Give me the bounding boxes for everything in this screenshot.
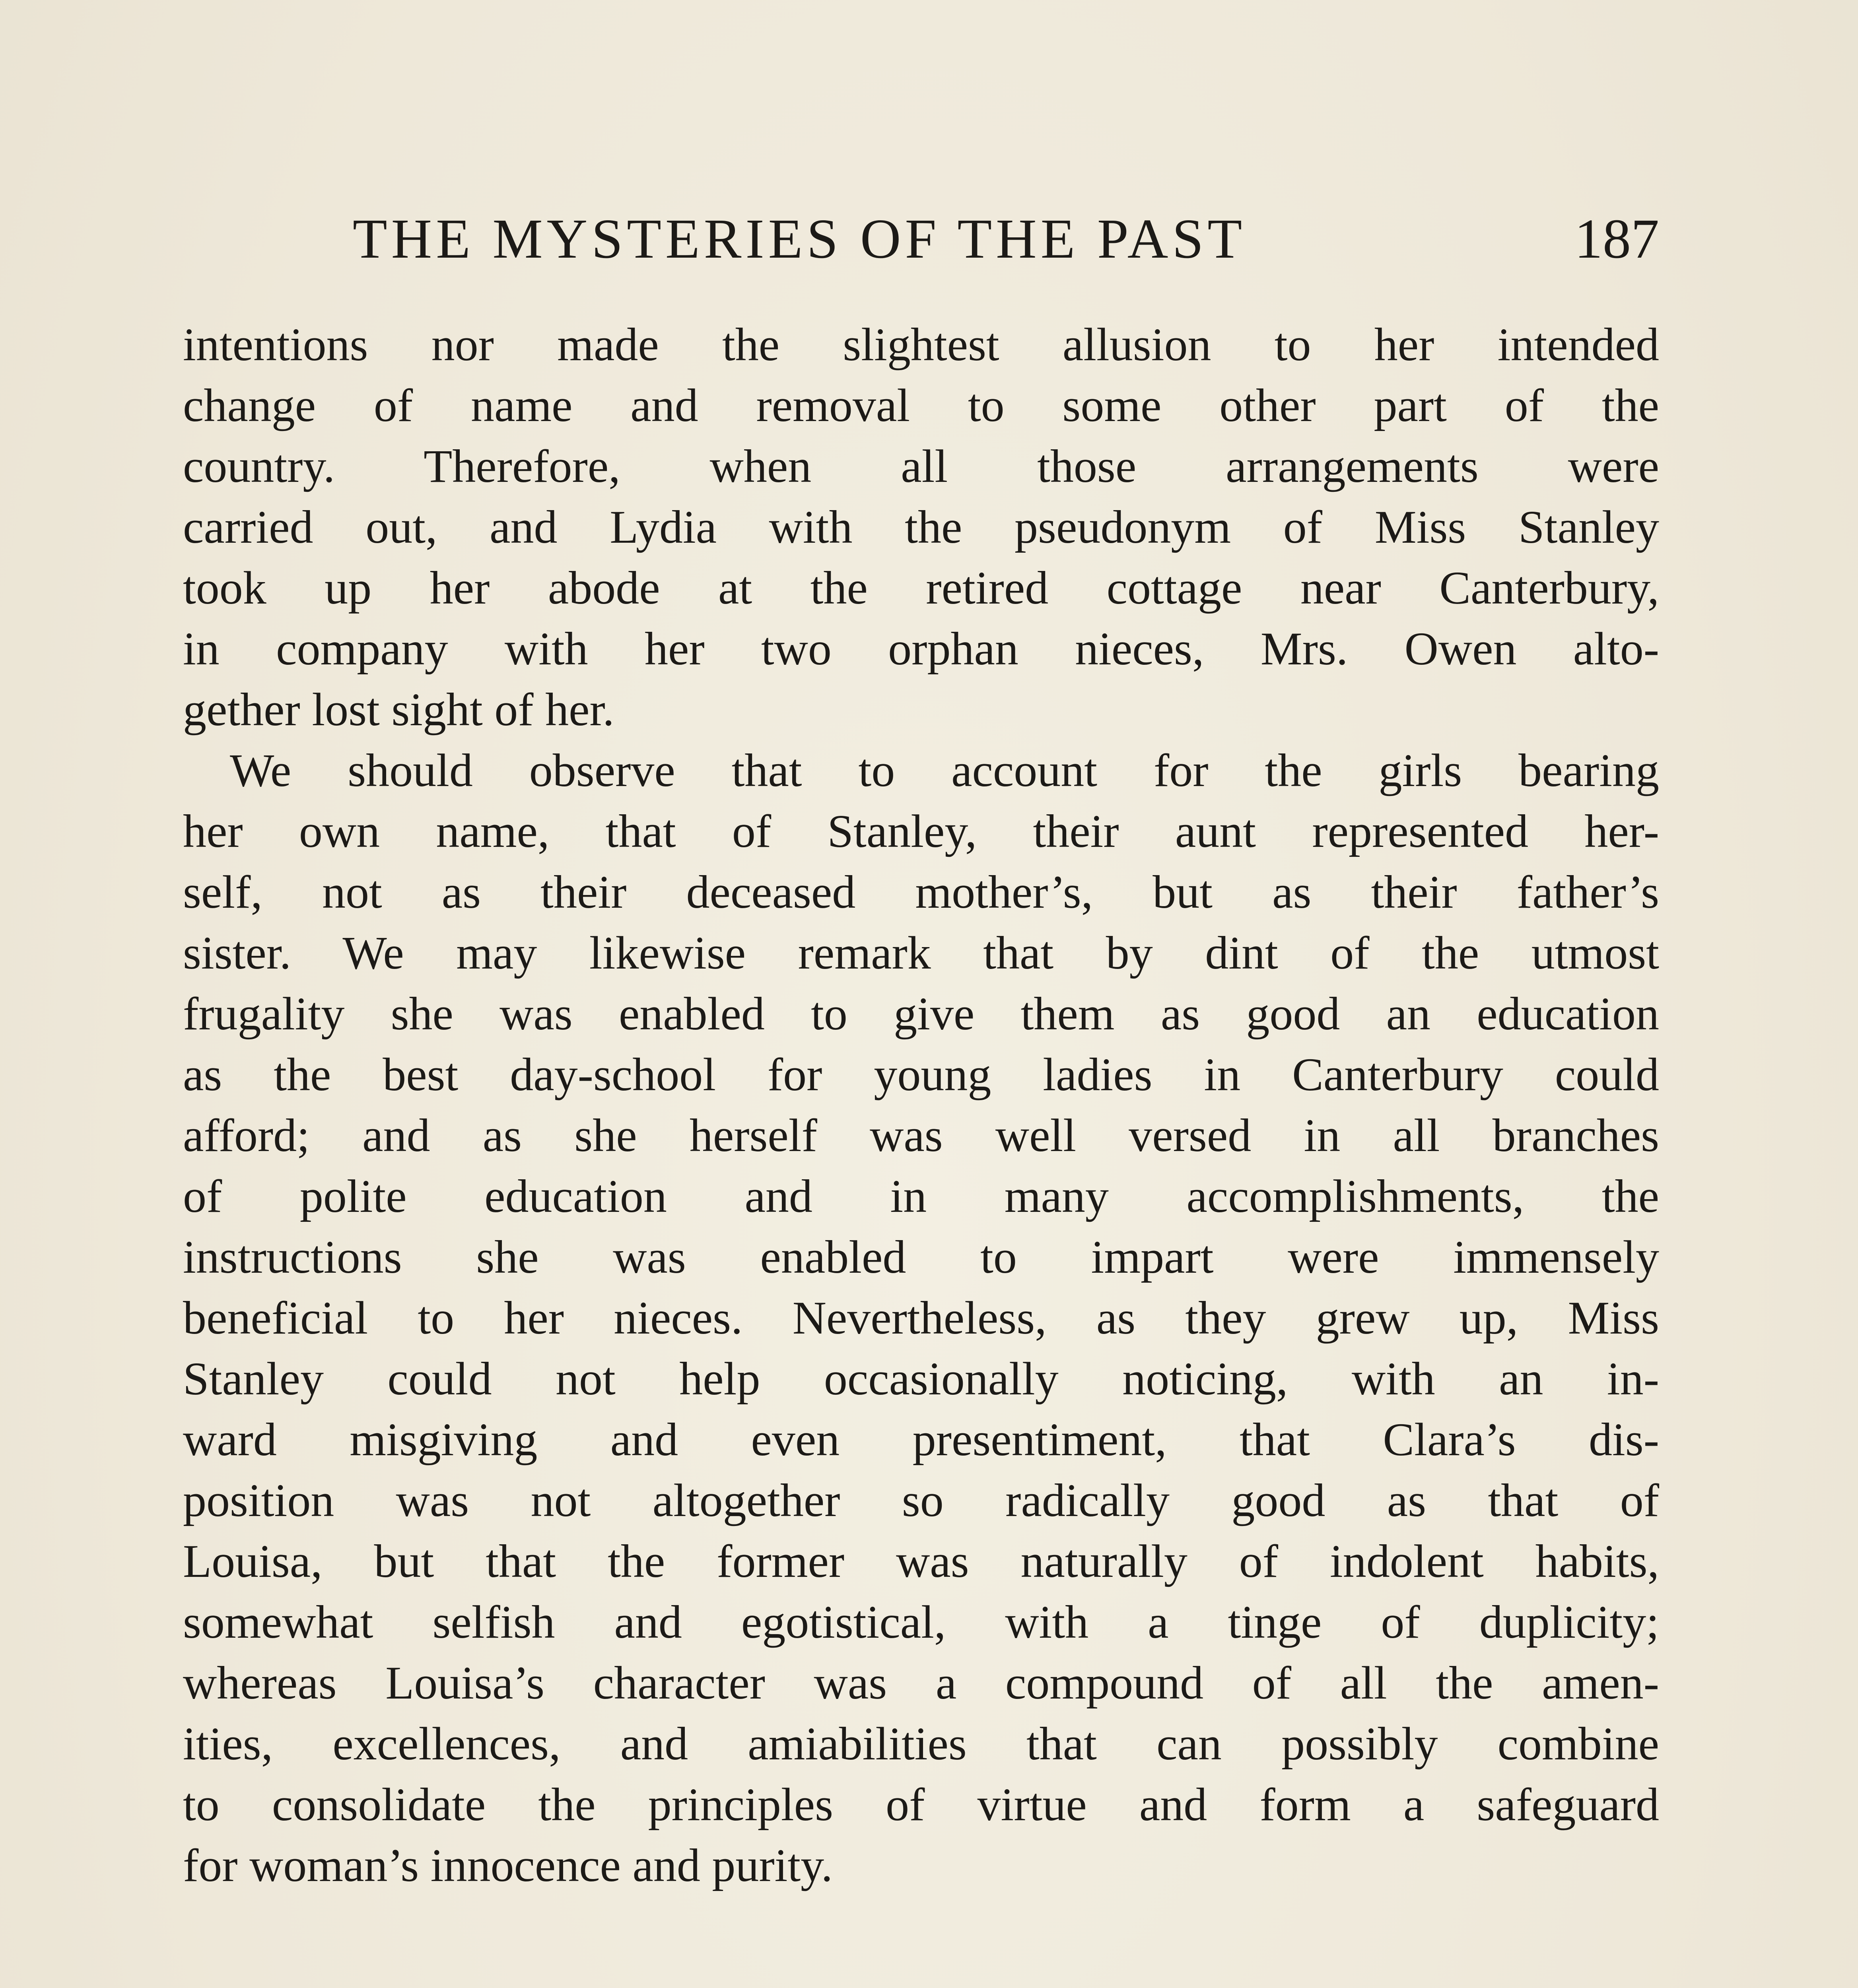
text-line: her own name, that of Stanley, their aunt represented her- — [183, 805, 1659, 857]
text-line: as the best day-school for young ladies in Canterbury could — [183, 1048, 1659, 1101]
text-line: to consolidate the principles of virtue and form a safeguard — [183, 1778, 1659, 1831]
text-line: Louisa, but that the former was naturally of indolent habits, — [183, 1535, 1659, 1587]
text-line: frugality she was enabled to give them as good an education — [183, 988, 1659, 1040]
text-line: somewhat selfish and egotistical, with a tinge of duplicity; — [183, 1596, 1659, 1648]
text-line: ward misgiving and even presentiment, that Clara’s dis- — [183, 1413, 1659, 1466]
running-title: THE MYSTERIES OF THE PAST — [352, 207, 1246, 270]
text-line: afford; and as she herself was well versed in all branches — [183, 1109, 1659, 1161]
text-line: whereas Louisa’s character was a compound of all the amen- — [183, 1657, 1659, 1709]
text-line: position was not altogether so radically good as that of — [183, 1474, 1659, 1526]
running-head — [183, 207, 1659, 270]
text-line: instructions she was enabled to impart were immensely — [183, 1231, 1659, 1283]
text-line: intentions nor made the slightest allusion to her intended — [183, 318, 1659, 371]
text-line: country. Therefore, when all those arrangements were — [183, 440, 1659, 492]
text-line: beneficial to her nieces. Nevertheless, as they grew up, Miss — [183, 1292, 1659, 1344]
text-line: change of name and removal to some other part of the — [183, 379, 1659, 431]
text-line: We should observe that to account for the girls bearing — [230, 744, 1659, 796]
text-line: sister. We may likewise remark that by dint of the utmost — [183, 927, 1659, 979]
text-line: Stanley could not help occasionally noticing, with an in- — [183, 1353, 1659, 1405]
page-number: 187 — [1574, 207, 1659, 270]
text-line: took up her abode at the retired cottage near Canterbury, — [183, 562, 1659, 614]
text-line: ities, excellences, and amiabilities that can possibly combine — [183, 1718, 1659, 1770]
text-line: gether lost sight of her. — [183, 683, 614, 736]
paragraph-2 — [183, 740, 1659, 1896]
text-line: carried out, and Lydia with the pseudonym of Miss Stanley — [183, 501, 1659, 553]
text-line: in company with her two orphan nieces, Mrs. Owen alto- — [183, 623, 1659, 675]
text-line: of polite education and in many accomplishments, the — [183, 1170, 1659, 1222]
body-text — [183, 314, 1659, 1896]
text-line: self, not as their deceased mother’s, but as their father’s — [183, 866, 1659, 918]
paragraph-1 — [183, 314, 1659, 740]
text-line: for woman’s innocence and purity. — [183, 1839, 833, 1891]
